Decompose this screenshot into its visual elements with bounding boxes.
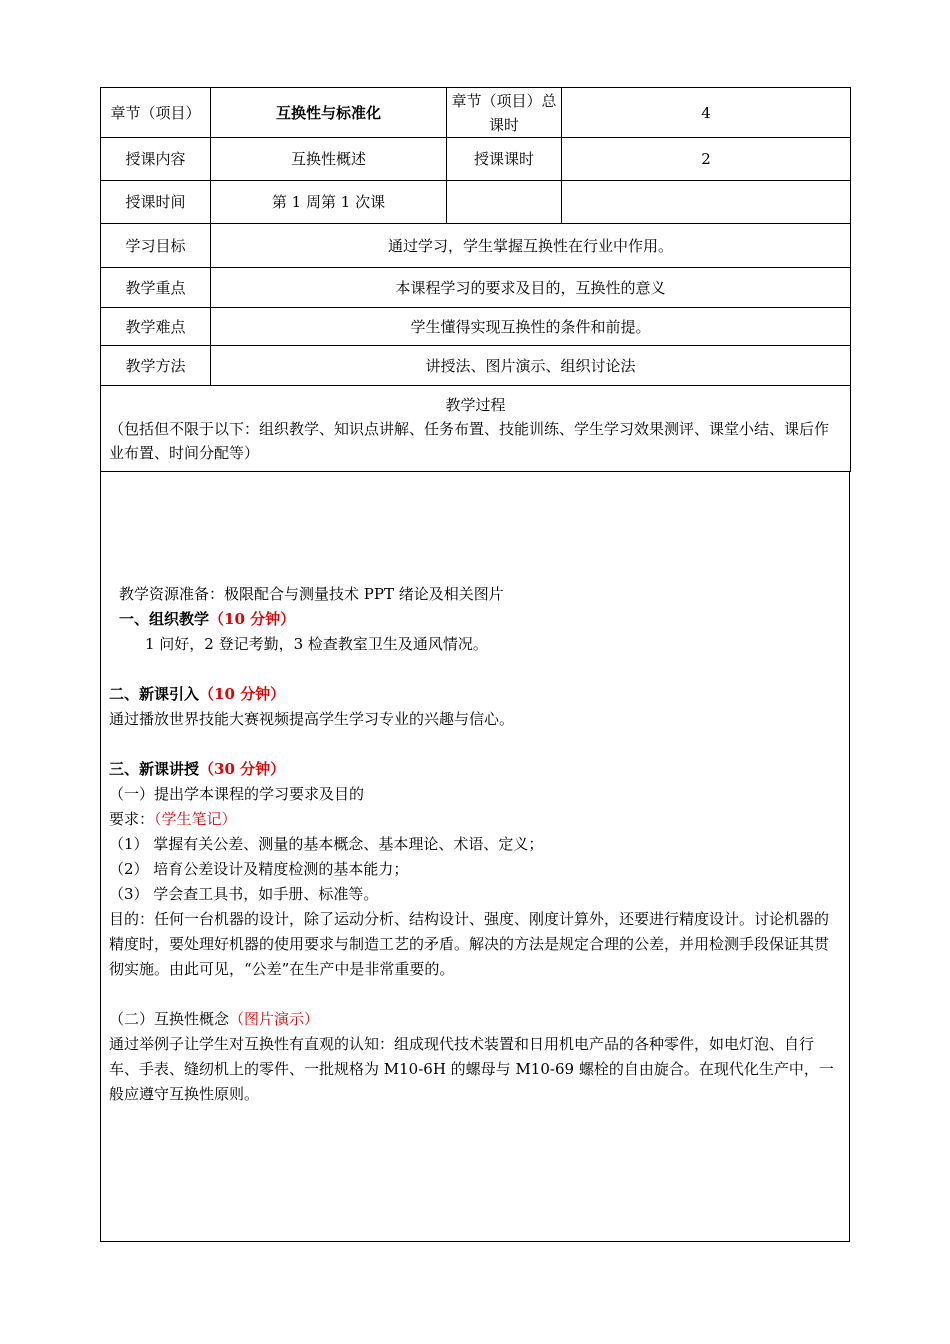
content-label: 授课内容 xyxy=(101,138,211,181)
section-heading: 一、组织教学（10 分钟） xyxy=(119,610,296,628)
table-row xyxy=(101,308,851,346)
section-heading: 二、新课引入（10 分钟） xyxy=(109,685,286,703)
key-points-label: 教学重点 xyxy=(101,268,211,308)
section-heading: 三、新课讲授（30 分钟） xyxy=(109,760,286,778)
empty-cell xyxy=(562,181,851,224)
chapter-label: 章节（项目） xyxy=(101,88,211,138)
subsection-heading: （一）提出学本课程的学习要求及目的 xyxy=(109,785,365,803)
total-hours-label: 章节（项目）总课时 xyxy=(447,88,562,138)
difficulties-label: 教学难点 xyxy=(101,308,211,346)
time-value: 第 1 周第 1 次课 xyxy=(211,181,447,224)
lesson-content xyxy=(109,582,843,1107)
table-row xyxy=(101,386,851,472)
empty-cell xyxy=(447,181,562,224)
difficulties-value: 学生懂得实现互换性的条件和前提。 xyxy=(211,308,851,346)
table-row xyxy=(101,88,851,138)
hours-label: 授课课时 xyxy=(447,138,562,181)
chapter-value: 互换性与标准化 xyxy=(211,88,447,138)
concept-paragraph: 通过举例子让学生对互换性有直观的认知：组成现代技术装置和日用机电产品的各种零件，如电灯泡、自行车、手表、缝纫机上的零件、一批规格为 M10-6H 的螺母与 M10-69 螺栓的自由旋合。在现代化生产中，一般应遵守互换性原则。 xyxy=(109,1035,834,1103)
requirements-label: 要求：（学生笔记） xyxy=(109,810,237,828)
process-body xyxy=(100,472,850,1242)
content-value: 互换性概述 xyxy=(211,138,447,181)
time-label: 授课时间 xyxy=(101,181,211,224)
table-row xyxy=(101,268,851,308)
process-subtitle: （包括但不限于以下：组织教学、知识点讲解、任务布置、技能训练、学生学习效果测评、课堂小结、课后作业布置、时间分配等） xyxy=(109,419,830,462)
list-item: （2） 培育公差设计及精度检测的基本能力； xyxy=(109,860,409,878)
objective-value: 通过学习，学生掌握互换性在行业中作用。 xyxy=(211,224,851,268)
method-label: 教学方法 xyxy=(101,346,211,386)
total-hours-value: 4 xyxy=(562,88,851,138)
process-header xyxy=(101,386,851,472)
list-item: （3） 学会查工具书，如手册、标准等。 xyxy=(109,885,379,903)
table-row xyxy=(101,346,851,386)
objective-label: 学习目标 xyxy=(101,224,211,268)
subsection-heading: （二）互换性概念（图片演示） xyxy=(109,1010,320,1028)
table-row xyxy=(101,138,851,181)
method-value: 讲授法、图片演示、组织讨论法 xyxy=(211,346,851,386)
purpose-paragraph: 目的：任何一台机器的设计，除了运动分析、结构设计、强度、刚度计算外，还要进行精度设计。讨论机器的精度时，要处理好机器的使用要求与制造工艺的矛盾。解决的方法是规定合理的公差，并用检测手段保证其贯彻实施。由此可见，“公差”在生产中是非常重要的。 xyxy=(109,910,830,978)
table-row xyxy=(101,224,851,268)
section-text: 1 问好，2 登记考勤，3 检查教室卫生及通风情况。 xyxy=(145,635,488,653)
section-text: 通过播放世界技能大赛视频提高学生学习专业的兴趣与信心。 xyxy=(109,710,515,728)
process-title: 教学过程 xyxy=(445,395,506,414)
key-points-value: 本课程学习的要求及目的，互换性的意义 xyxy=(211,268,851,308)
resources-line: 教学资源准备：极限配合与测量技术 PPT 绪论及相关图片 xyxy=(119,585,504,603)
lesson-info-table xyxy=(100,87,851,472)
list-item: （1） 掌握有关公差、测量的基本概念、基本理论、术语、定义； xyxy=(109,835,544,853)
table-row xyxy=(101,181,851,224)
hours-value: 2 xyxy=(562,138,851,181)
